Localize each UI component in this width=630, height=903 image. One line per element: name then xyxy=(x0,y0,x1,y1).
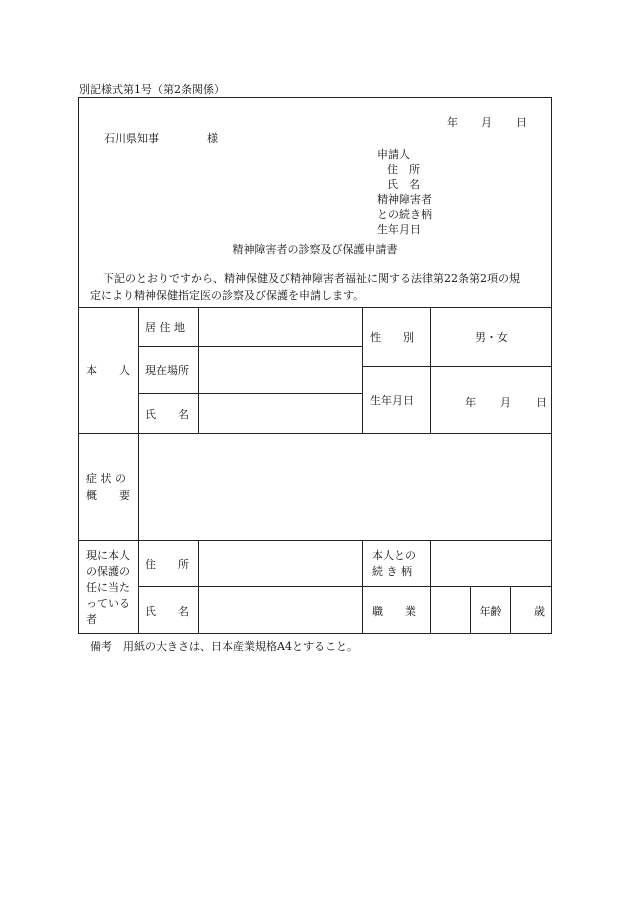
guardian-label-line-4: っている xyxy=(86,597,130,610)
form-number: 別記様式第1号（第2条関係） xyxy=(79,83,225,96)
sex-value[interactable]: 男・女 xyxy=(475,330,508,344)
guardian-address-field[interactable] xyxy=(199,541,361,586)
guardian-relation-line-2: 続 き 柄 xyxy=(372,565,412,578)
guardian-relation-line-1: 本人との xyxy=(372,549,416,562)
applicant-label: 申請人 xyxy=(377,148,410,161)
guardian-relation-field[interactable] xyxy=(431,541,551,586)
person-name-label: 氏 名 xyxy=(145,407,189,421)
mid-column-rule-bottom xyxy=(362,540,363,634)
occupation-label: 職 業 xyxy=(372,604,416,618)
dob-day: 日 xyxy=(536,396,547,409)
applicant-birthdate-label: 生年月日 xyxy=(377,223,421,236)
guardian-label-line-2: の保護の xyxy=(86,565,130,578)
form-note: 備考 用紙の大きさは、日本産業規格A4とすること。 xyxy=(90,640,358,653)
date-day: 日 xyxy=(516,116,527,129)
mid-column-rule-top xyxy=(362,307,363,433)
applicant-relation-line2: との続き柄 xyxy=(377,208,432,221)
guardian-address-label: 住 所 xyxy=(145,557,189,571)
form-title: 精神障害者の診察及び保護申請書 xyxy=(232,243,398,256)
dob-year: 年 xyxy=(465,396,476,409)
current-location-label: 現在場所 xyxy=(145,364,189,377)
guardian-label-line-3: 任に当た xyxy=(86,581,130,594)
guardian-name-field[interactable] xyxy=(199,587,361,634)
sex-label: 性 別 xyxy=(370,330,414,344)
current-location-field[interactable] xyxy=(199,347,361,393)
body-line-2: 定により精神保健指定医の診察及び保護を申請します。 xyxy=(90,289,365,302)
age-unit: 歳 xyxy=(534,604,545,618)
addressee-honorific: 様 xyxy=(207,132,218,145)
body-line-1: 下記のとおりですから、精神保健及び精神障害者福祉に関する法律第22条第2項の規 xyxy=(103,272,520,285)
applicant-name-label: 氏 名 xyxy=(387,178,420,191)
applicant-relation-line1: 精神障害者 xyxy=(377,193,432,206)
residence-label: 居 住 地 xyxy=(145,320,185,334)
guardian-label-line-5: 者 xyxy=(86,613,97,626)
symptom-label-line-1: 症 状 の xyxy=(86,472,126,485)
symptom-field[interactable] xyxy=(139,434,551,540)
occupation-field[interactable] xyxy=(431,587,470,634)
symptom-label-line-2: 概 要 xyxy=(86,489,130,502)
residence-field[interactable] xyxy=(199,308,361,346)
guardian-label-line-1: 現に本人 xyxy=(86,549,130,562)
dob-month: 月 xyxy=(500,396,511,409)
date-month: 月 xyxy=(481,116,492,129)
addressee-name: 石川県知事 xyxy=(104,132,159,145)
date-year: 年 xyxy=(447,116,458,129)
person-section-label: 本 人 xyxy=(86,364,130,377)
guardian-name-label: 氏 名 xyxy=(145,604,189,618)
applicant-address-label: 住 所 xyxy=(387,163,420,176)
dob-label: 生年月日 xyxy=(370,394,414,407)
person-name-field[interactable] xyxy=(199,394,361,433)
age-label: 年齢 xyxy=(479,604,502,618)
